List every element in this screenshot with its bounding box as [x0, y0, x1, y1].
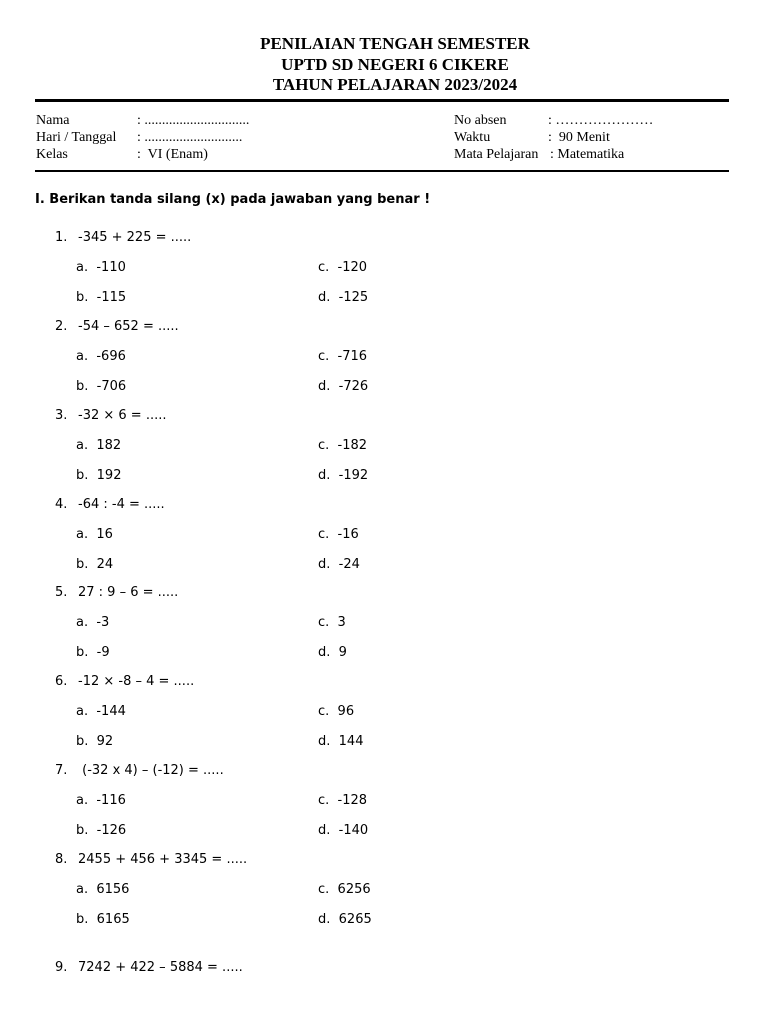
question-text: -345 + 225 = ..... — [78, 230, 192, 245]
question-number: 9. — [55, 960, 68, 975]
kelas-value: : VI (Enam) — [137, 147, 208, 162]
option-a[interactable]: a. 16 — [76, 527, 113, 542]
top-divider — [35, 99, 729, 102]
question-number: 8. — [55, 852, 68, 867]
question-number: 1. — [55, 230, 68, 245]
option-a[interactable]: a. 182 — [76, 438, 122, 453]
question-text: (-32 x 4) – (-12) = ..... — [78, 763, 224, 778]
question-number: 3. — [55, 408, 68, 423]
option-b[interactable]: b. 192 — [76, 468, 122, 483]
waktu-label: Waktu — [454, 130, 491, 145]
option-c[interactable]: c. -182 — [318, 438, 368, 453]
option-a[interactable]: a. -116 — [76, 793, 126, 808]
absen-label: No absen — [454, 113, 507, 128]
school-name: UPTD SD NEGERI 6 CIKERE — [281, 55, 509, 74]
option-d[interactable]: d. -24 — [318, 557, 360, 572]
option-a[interactable]: a. 6156 — [76, 882, 130, 897]
hari-label: Hari / Tanggal — [36, 130, 117, 145]
option-a[interactable]: a. -144 — [76, 704, 126, 719]
option-d[interactable]: d. -140 — [318, 823, 369, 838]
bottom-divider — [35, 170, 729, 172]
question-number: 4. — [55, 497, 68, 512]
option-a[interactable]: a. -696 — [76, 349, 126, 364]
mapel-value: : Matematika — [550, 147, 625, 162]
question-number: 7. — [55, 763, 68, 778]
question-text: 27 : 9 – 6 = ..... — [78, 585, 179, 600]
option-c[interactable]: c. -120 — [318, 260, 368, 275]
option-c[interactable]: c. 6256 — [318, 882, 371, 897]
question-text: -54 – 652 = ..... — [78, 319, 179, 334]
hari-field[interactable]: : ............................ — [137, 130, 243, 145]
waktu-value: : 90 Menit — [548, 130, 610, 145]
option-b[interactable]: b. -706 — [76, 379, 127, 394]
question-text: -12 × -8 – 4 = ..... — [78, 674, 195, 689]
absen-field[interactable]: : ………………… — [548, 113, 654, 128]
nama-field[interactable]: : .............................. — [137, 113, 250, 128]
option-d[interactable]: d. -726 — [318, 379, 369, 394]
option-b[interactable]: b. -126 — [76, 823, 127, 838]
option-d[interactable]: d. 144 — [318, 734, 364, 749]
option-a[interactable]: a. -110 — [76, 260, 126, 275]
academic-year: TAHUN PELAJARAN 2023/2024 — [272, 75, 518, 94]
question-text: 2455 + 456 + 3345 = ..... — [78, 852, 248, 867]
option-c[interactable]: c. 96 — [318, 704, 355, 719]
option-a[interactable]: a. -3 — [76, 615, 110, 630]
question-number: 5. — [55, 585, 68, 600]
option-d[interactable]: d. 6265 — [318, 912, 372, 927]
exam-title: PENILAIAN TENGAH SEMESTER — [260, 34, 530, 53]
section-instruction: I. Berikan tanda silang (x) pada jawaban yang benar ! — [35, 192, 431, 207]
question-number: 2. — [55, 319, 68, 334]
option-c[interactable]: c. -16 — [318, 527, 359, 542]
question-number: 6. — [55, 674, 68, 689]
option-b[interactable]: b. 92 — [76, 734, 114, 749]
option-b[interactable]: b. -9 — [76, 645, 110, 660]
option-c[interactable]: c. -716 — [318, 349, 368, 364]
option-b[interactable]: b. 24 — [76, 557, 114, 572]
kelas-label: Kelas — [36, 147, 68, 162]
option-c[interactable]: c. -128 — [318, 793, 368, 808]
option-d[interactable]: d. -192 — [318, 468, 369, 483]
question-text: -64 : -4 = ..... — [78, 497, 165, 512]
option-c[interactable]: c. 3 — [318, 615, 346, 630]
mapel-label: Mata Pelajaran — [454, 147, 539, 162]
nama-label: Nama — [36, 113, 70, 128]
option-b[interactable]: b. 6165 — [76, 912, 130, 927]
question-text: 7242 + 422 – 5884 = ..... — [78, 960, 243, 975]
question-text: -32 × 6 = ..... — [78, 408, 167, 423]
option-d[interactable]: d. -125 — [318, 290, 369, 305]
option-d[interactable]: d. 9 — [318, 645, 347, 660]
option-b[interactable]: b. -115 — [76, 290, 127, 305]
